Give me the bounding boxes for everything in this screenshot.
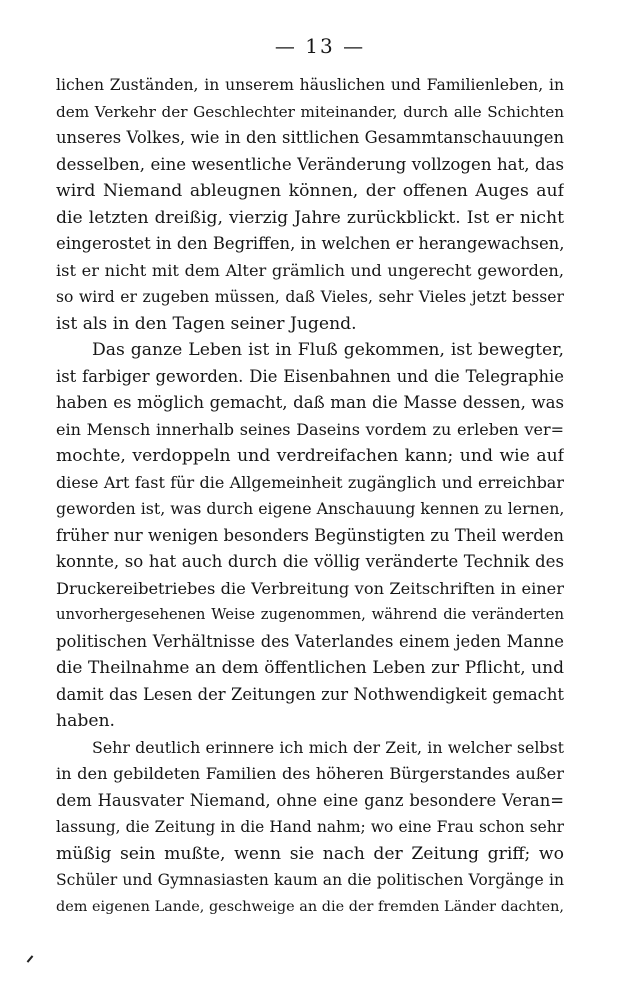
text-line: wird Niemand ableugnen können, der offenen Auges auf xyxy=(56,181,564,201)
text-line: haben. xyxy=(56,711,116,731)
text-line: in den gebildeten Familien des höheren Bürgerstandes außer xyxy=(56,764,564,783)
text-line: haben es möglich gemacht, daß man die Masse dessen, was xyxy=(56,393,564,412)
text-line: Druckereibetriebes die Verbreitung von Zeitschriften in einer xyxy=(56,578,564,598)
text-line: damit das Lesen der Zeitungen zur Nothwendigkeit gemacht xyxy=(56,684,564,704)
text-line: ein Mensch innerhalb seines Daseins vordem zu erleben ver= xyxy=(56,419,564,439)
text-line: desselben, eine wesentliche Veränderung vollzogen hat, das xyxy=(56,154,564,174)
text-line: eingerostet in den Begriffen, in welchen er herangewachsen, xyxy=(56,234,564,253)
text-line: früher nur wenigen besonders Begünstigten zu Theil werden xyxy=(56,525,564,545)
text-line: geworden ist, was durch eigene Anschauung kennen zu lernen, xyxy=(56,499,564,518)
text-line: konnte, so hat auch durch die völlig veränderte Technik des xyxy=(56,552,564,571)
text-line: die letzten dreißig, vierzig Jahre zurückblickt. Ist er nicht xyxy=(56,207,564,228)
text-line: lichen Zuständen, in unserem häuslichen und Familienleben, in xyxy=(56,76,564,94)
text-line: lassung, die Zeitung in die Hand nahm; wo eine Frau schon sehr xyxy=(56,818,564,836)
text-line: politischen Verhältnisse des Vaterlandes einem jeden Manne xyxy=(56,631,564,651)
text-line: Sehr deutlich erinnere ich mich der Zeit, in welcher selbst xyxy=(92,737,564,757)
text-line: diese Art fast für die Allgemeinheit zugänglich und erreichbar xyxy=(56,472,564,492)
text-line: die Theilnahme an dem öffentlichen Leben zur Pflicht, und xyxy=(56,658,564,678)
text-line: unseres Volkes, wie in den sittlichen Gesammtanschauungen xyxy=(56,128,564,147)
text-line: dem Hausvater Niemand, ohne eine ganz besondere Veran= xyxy=(56,790,564,810)
text-line: ist er nicht mit dem Alter grämlich und ungerecht geworden, xyxy=(56,260,564,280)
text-line: müßig sein mußte, wenn sie nach der Zeitung griff; wo xyxy=(56,843,564,864)
text-line: dem eigenen Lande, geschweige an die der fremden Länder dachten, xyxy=(56,898,564,915)
text-line: ist als in den Tagen seiner Jugend. xyxy=(56,313,357,334)
body-text xyxy=(56,72,564,920)
ink-mark xyxy=(27,955,34,962)
text-line: Schüler und Gymnasiasten kaum an die politischen Vorgänge in xyxy=(56,871,564,889)
page-number: — 13 — xyxy=(274,34,366,58)
text-line: dem Verkehr der Geschlechter miteinander, durch alle Schichten xyxy=(56,102,564,121)
text-line: unvorhergesehenen Weise zugenommen, während die veränderten xyxy=(56,606,564,623)
text-line: mochte, verdoppeln und verdreifachen kann; und wie auf xyxy=(56,446,564,466)
text-line: Das ganze Leben ist in Fluß gekommen, ist bewegter, xyxy=(92,340,564,360)
text-line: so wird er zugeben müssen, daß Vieles, sehr Vieles jetzt besser xyxy=(56,288,564,306)
text-line: ist farbiger geworden. Die Eisenbahnen und die Telegraphie xyxy=(56,366,564,386)
